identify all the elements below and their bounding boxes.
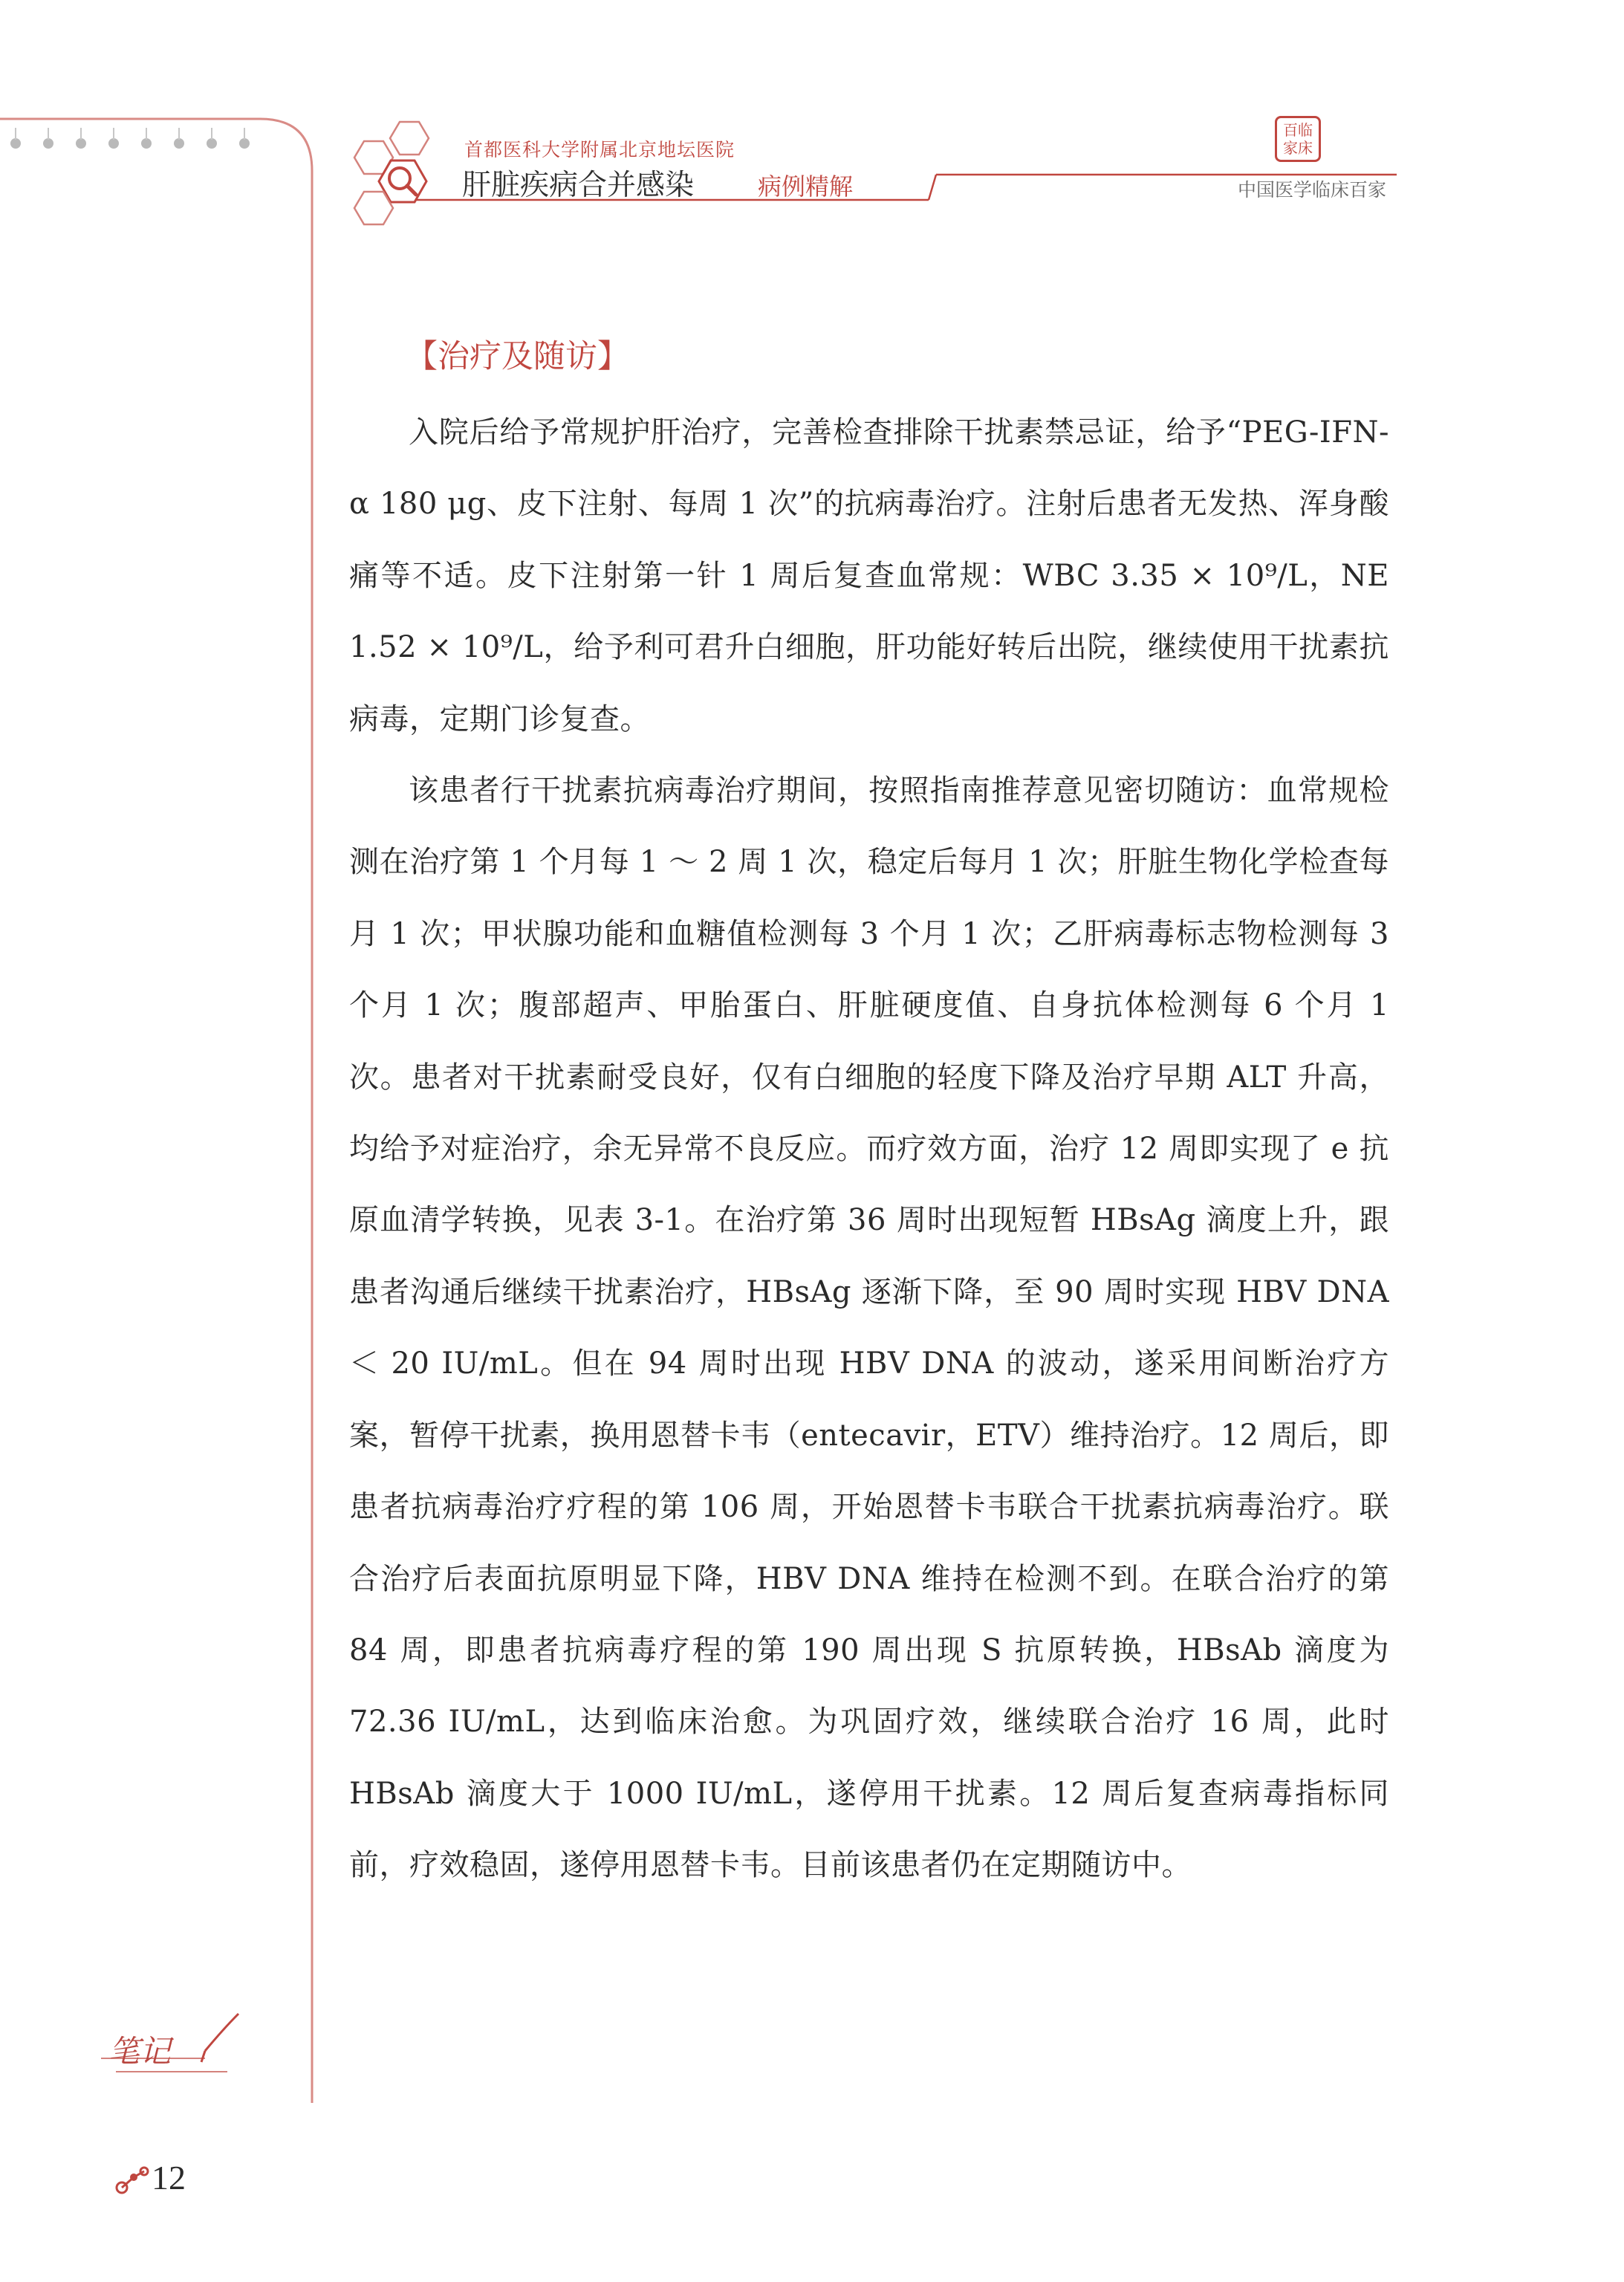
header-book-subtitle: 病例精解 [758,172,854,201]
page-number: 12 [152,2159,186,2197]
notes-margin-line [0,0,327,2125]
series-seal-logo [1275,116,1321,162]
paragraph: 入院后给予常规护肝治疗，完善检查排除干扰素禁忌证，给予“PEG-IFN-α 180 μg、皮下注射、每周 1 次”的抗病毒治疗。注射后患者无发热、浑身酸痛等不适。皮下注射第一针 1 周后复查血常规：WBC 3.35 × 10⁹/L，NE 1.52 × 10⁹/L，给予利可君升白细胞，肝功能好转后出院，继续使用干扰素抗病毒，定期门诊复查。 [349,415,1389,736]
header-organization: 首都医科大学附属北京地坛医院 [464,139,735,161]
header-book-title: 肝脏疾病合并感染 [462,169,695,202]
seal-text: 百临家床 [1283,121,1313,157]
section-heading: 【治疗及随访】 [406,338,629,375]
body-text [349,397,1389,1902]
paragraph: 该患者行干扰素抗病毒治疗期间，按照指南推荐意见密切随访：血常规检测在治疗第 1 个月每 1 ～ 2 周 1 次，稳定后每月 1 次；肝脏生物化学检查每月 1 次；甲状腺功能和血糖值检测每 3 个月 1 次；乙肝病毒标志物检测每 3 个月 1 次；腹部超声、甲胎蛋白、肝脏硬度值、自身抗体检测每 6 个月 1 次。患者对干扰素耐受良好，仅有白细胞的轻度下降及治疗早期 ALT 升高，均给予对症治疗，余无异常不良反应。而疗效方面，治疗 12 周即实现了 e 抗原血清学转换，见表 3-1。在治疗第 36 周时出现短暂 HBsAg 滴度上升，跟患者沟通后继续干扰素治疗，HBsAg 逐渐下降，至 90 周时实现 HBV DNA ＜ 20 IU/mL。但在 94 周时出现 HBV DNA 的波动，遂采用间断治疗方案，暂停干扰素，换用恩替卡韦（entecavir，ETV）维持治疗。12 周后，即患者抗病毒治疗疗程的第 106 周，开始恩替卡韦联合干扰素抗病毒治疗。联合治疗后表面抗原明显下降，HBV DNA 维持在检测不到。在联合治疗的第 84 周，即患者抗病毒疗程的第 190 周出现 S 抗原转换，HBsAb 滴度为 72.36 IU/mL，达到临床治愈。为巩固疗效，继续联合治疗 16 周，此时 HBsAb 滴度大于 1000 IU/mL，遂停用干扰素。12 周后复查病毒指标同前，疗效稳固，遂停用恩替卡韦。目前该患者仍在定期随访中。 [349,774,1389,1883]
notes-label: 笔记 [108,2033,172,2069]
molecule-ornament-icon [113,2161,150,2198]
header-series-name: 中国医学临床百家 [1237,179,1386,201]
